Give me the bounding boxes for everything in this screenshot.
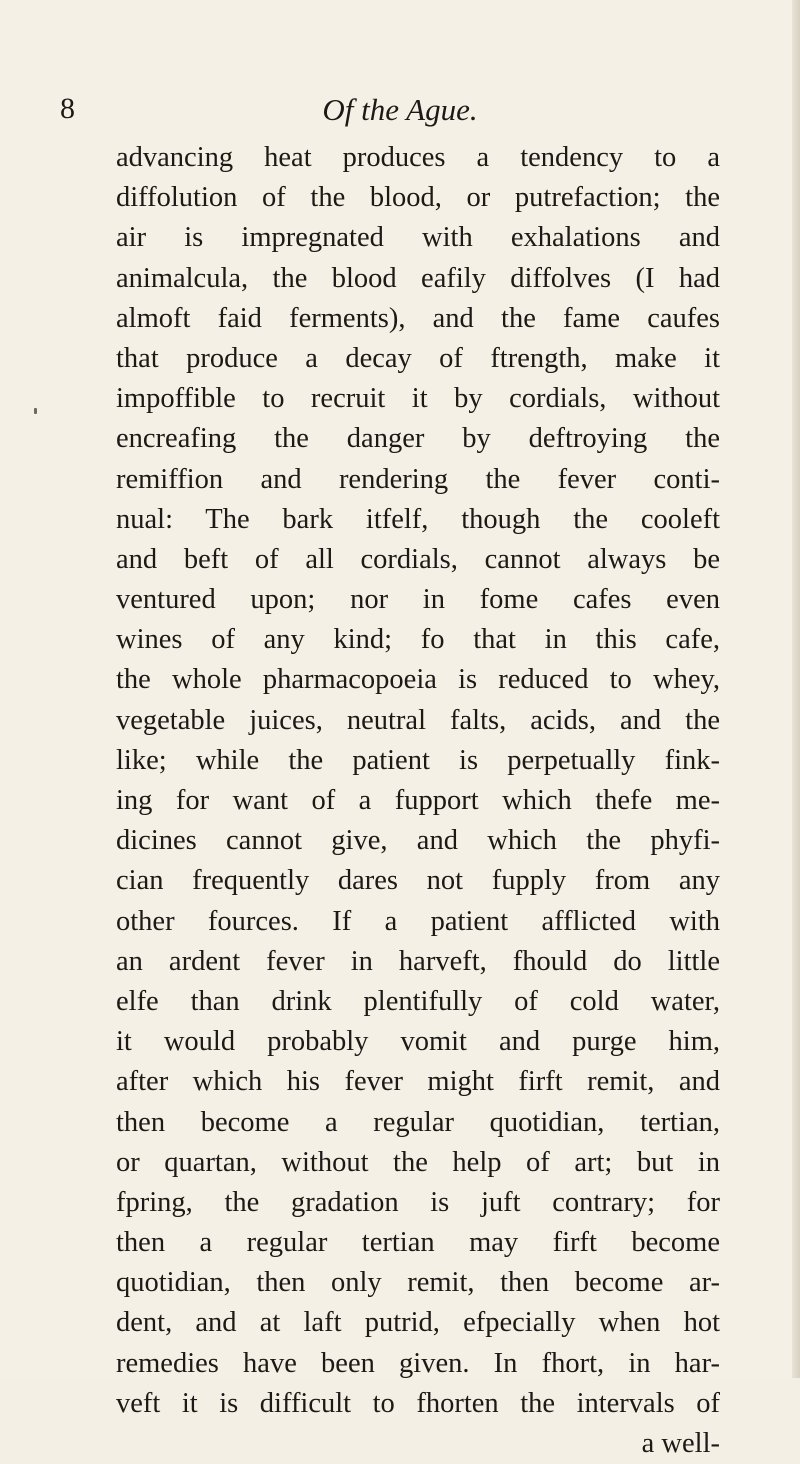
text-line: encreafing the danger by deftroying the [116, 423, 720, 455]
text-line: impoffible to recruit it by cordials, without [116, 383, 720, 415]
text-line: the whole pharmacopoeia is reduced to whey, [116, 664, 720, 696]
text-line: dicines cannot give, and which the phyfi- [116, 825, 720, 857]
text-line: or quartan, without the help of art; but in [116, 1146, 720, 1178]
text-line: air is impregnated with exhalations and [116, 222, 720, 254]
text-line: dent, and at laft putrid, efpecially when hot [116, 1307, 720, 1339]
text-line: like; while the patient is perpetually fink- [116, 744, 720, 776]
text-line: vegetable juices, neutral falts, acids, and the [116, 704, 720, 736]
text-line: veft it is difficult to fhorten the intervals of [116, 1387, 720, 1419]
catchword: a well- [641, 1428, 720, 1459]
text-line: remiffion and rendering the fever conti- [116, 463, 720, 495]
text-line: then a regular tertian may firft become [116, 1227, 720, 1259]
text-line: advancing heat produces a tendency to a [116, 142, 720, 173]
margin-mark [34, 408, 37, 414]
text-line: other fources. If a patient afflicted with [116, 905, 720, 937]
text-line: after which his fever might firft remit, and [116, 1066, 720, 1098]
text-line: that produce a decay of ftrength, make it [116, 342, 720, 374]
text-line: fpring, the gradation is juft contrary; for [116, 1186, 720, 1218]
text-line: quotidian, then only remit, then become ar- [116, 1267, 720, 1299]
page-edge [792, 0, 800, 1378]
text-line: elfe than drink plentifully of cold water, [116, 985, 720, 1017]
running-head: Of the Ague. [322, 92, 478, 127]
page-number: 8 [60, 92, 75, 125]
text-line: diffolution of the blood, or putrefaction; the [116, 182, 720, 214]
text-line: ing for want of a fupport which thefe me- [116, 785, 720, 816]
text-line: ventured upon; nor in fome cafes even [116, 584, 720, 616]
text-line: remedies have been given. In fhort, in har- [116, 1347, 720, 1379]
text-line: wines of any kind; fo that in this cafe, [116, 624, 720, 656]
body-text [116, 138, 720, 1464]
text-line: animalcula, the blood eafily diffolves (I had [116, 262, 720, 294]
text-line: nual: The bark itfelf, though the cooleft [116, 503, 720, 535]
text-line: and beft of all cordials, cannot always be [116, 543, 720, 575]
text-line: cian frequently dares not fupply from any [116, 865, 720, 897]
text-line: an ardent fever in harveft, fhould do little [116, 945, 720, 977]
text-line: then become a regular quotidian, tertian, [116, 1106, 720, 1138]
text-line: it would probably vomit and purge him, [116, 1026, 720, 1058]
text-line: almoft faid ferments), and the fame caufes [116, 302, 720, 334]
